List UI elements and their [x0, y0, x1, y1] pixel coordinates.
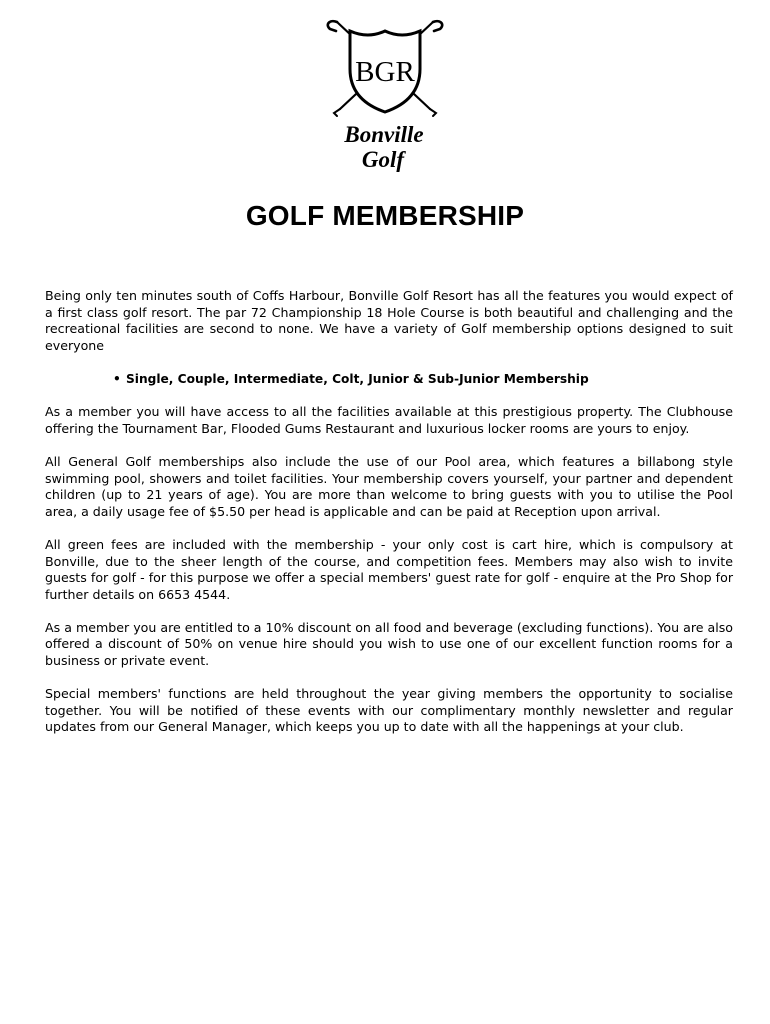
- logo-monogram: BGR: [355, 56, 415, 88]
- green-fees-paragraph: All green fees are included with the membership - your only cost is cart hire, which is compulsory at Bonville, due to the sheer length of the course, and competition fees. Members may also wish to invite guests for golf - for this purpose we offer a special members' guest rate for golf - enquire at the Pro Shop for further details on 6653 4544.: [45, 536, 733, 602]
- functions-paragraph: Special members' functions are held throughout the year giving members the opportunity to socialise together. You will be notified of these events with our complimentary monthly newsletter and regular updates from our General Manager, which keeps you up to date with all the happenings at your club.: [45, 686, 733, 735]
- logo-text-bonville: Bonville: [344, 122, 424, 147]
- bullet-icon: •: [113, 371, 121, 386]
- logo-text-golf: Golf: [361, 147, 405, 172]
- facilities-paragraph: As a member you will have access to all the facilities available at this prestigious property. The Clubhouse offering the Tournament Bar, Flooded Gums Restaurant and luxurious locker rooms are yours to enjoy.: [45, 404, 733, 436]
- page-title: GOLF MEMBERSHIP: [245, 200, 525, 231]
- discount-paragraph: As a member you are entitled to a 10% discount on all food and beverage (excluding functions). You are also offered a discount of 50% on venue hire should you wish to use one of our excellent function rooms for a business or private event.: [45, 619, 733, 669]
- membership-types-text: Single, Couple, Intermediate, Colt, Junior & Sub-Junior Membership: [126, 371, 589, 386]
- membership-types-bullet: [113, 371, 733, 388]
- document-body: [45, 288, 733, 753]
- bonville-golf-logo: [0, 14, 770, 179]
- intro-paragraph: Being only ten minutes south of Coffs Harbour, Bonville Golf Resort has all the features you would expect of a first class golf resort. The par 72 Championship 18 Hole Course is both beautiful and challenging and the recreational facilities are second to none. We have a variety of Golf membership options designed to suit everyone: [45, 288, 733, 353]
- crest-logo-graphic: [320, 14, 450, 179]
- pool-paragraph: All General Golf memberships also include the use of our Pool area, which features a billabong style swimming pool, showers and toilet facilities. Your membership covers yourself, your partner and dependent children (up to 21 years of age). You are more than welcome to bring guests with you to utilise the Pool area, a daily usage fee of $5.50 per head is applicable and can be paid at Reception upon arrival.: [45, 453, 733, 519]
